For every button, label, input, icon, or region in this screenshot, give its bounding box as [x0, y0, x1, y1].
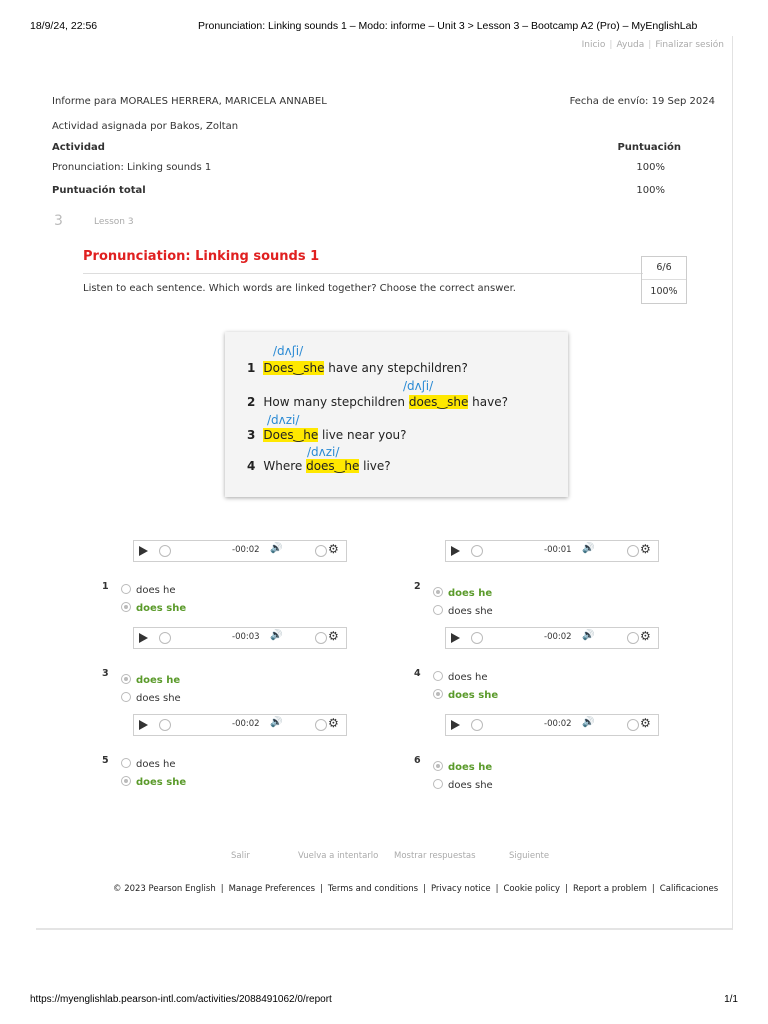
grades-link[interactable]: Calificaciones — [659, 884, 719, 894]
phonetic-2: /dʌʃi/ — [403, 379, 434, 393]
manage-preferences-link[interactable]: Manage Preferences — [228, 884, 316, 894]
question-number: 4 — [414, 668, 421, 679]
total-label: Puntuación total — [52, 185, 146, 196]
print-datetime: 18/9/24, 22:56 — [30, 20, 98, 32]
seek-handle[interactable] — [471, 719, 483, 731]
audio-player[interactable] — [445, 714, 659, 736]
question-number: 6 — [414, 755, 421, 766]
option-does-she[interactable]: does she — [433, 779, 493, 791]
gear-icon[interactable]: ⚙ — [328, 629, 339, 643]
option-does-she[interactable]: does she — [121, 602, 186, 614]
audio-player[interactable] — [133, 714, 347, 736]
radio-button[interactable] — [433, 671, 443, 681]
gear-icon[interactable]: ⚙ — [640, 542, 651, 556]
radio-button[interactable] — [433, 779, 443, 789]
activity-score: 100% — [636, 162, 665, 173]
volume-slider[interactable] — [315, 719, 327, 731]
play-icon[interactable] — [139, 546, 148, 556]
next-button[interactable]: Siguiente — [509, 851, 550, 861]
print-title: Pronunciation: Linking sounds 1 – Modo: informe – Unit 3 > Lesson 3 – Bootcamp A2 (Pro) – MyEnglishLab — [198, 20, 698, 32]
play-icon[interactable] — [139, 720, 148, 730]
seek-handle[interactable] — [159, 632, 171, 644]
exit-button[interactable]: Salir — [231, 851, 250, 861]
lesson-number: 3 — [54, 213, 63, 229]
cookie-policy-link[interactable]: Cookie policy — [503, 884, 561, 894]
copyright: © 2023 Pearson English — [113, 884, 216, 894]
radio-button[interactable] — [433, 587, 443, 597]
report-for: Informe para MORALES HERRERA, MARICELA ANNABEL — [52, 96, 327, 107]
seek-handle[interactable] — [159, 719, 171, 731]
example-figure — [225, 332, 568, 497]
logout-link[interactable]: Finalizar sesión — [655, 40, 724, 50]
volume-slider[interactable] — [627, 719, 639, 731]
gear-icon[interactable]: ⚙ — [328, 716, 339, 730]
radio-button[interactable] — [121, 692, 131, 702]
time-remaining: -00:02 — [232, 545, 260, 555]
score-col-header: Puntuación — [617, 142, 681, 153]
volume-slider[interactable] — [627, 545, 639, 557]
phonetic-4: /dʌzi/ — [307, 445, 340, 459]
audio-player[interactable] — [445, 627, 659, 649]
figure-line-2: 2 How many stepchildren does‿she have? — [247, 395, 508, 409]
site-footer: © 2023 Pearson English | Manage Preferences | Terms and conditions | Privacy notice | Cookie policy | Report a problem | Calificaciones — [113, 884, 719, 894]
volume-icon[interactable]: 🔊 — [582, 630, 595, 641]
figure-line-4: 4 Where does‿he live? — [247, 459, 391, 473]
question-number: 5 — [102, 755, 109, 766]
play-icon[interactable] — [451, 720, 460, 730]
volume-icon[interactable]: 🔊 — [582, 543, 595, 554]
audio-player[interactable] — [133, 627, 347, 649]
option-does-she[interactable]: does she — [121, 692, 181, 704]
figure-line-1: 1 Does‿she have any stepchildren? — [247, 361, 468, 375]
score-box — [641, 256, 687, 304]
gear-icon[interactable]: ⚙ — [328, 542, 339, 556]
total-score: 100% — [636, 185, 665, 196]
radio-button[interactable] — [121, 674, 131, 684]
audio-player[interactable] — [445, 540, 659, 562]
option-does-she[interactable]: does she — [433, 605, 493, 617]
activity-col-header: Actividad — [52, 142, 105, 153]
help-link[interactable]: Ayuda — [616, 40, 645, 50]
print-url: https://myenglishlab.pearson-intl.com/activities/2088491062/0/report — [30, 994, 332, 1005]
volume-icon[interactable]: 🔊 — [582, 717, 595, 728]
option-does-he[interactable]: does he — [121, 584, 176, 596]
play-icon[interactable] — [139, 633, 148, 643]
option-does-she[interactable]: does she — [433, 689, 498, 701]
radio-button[interactable] — [433, 605, 443, 615]
activity-name: Pronunciation: Linking sounds 1 — [52, 162, 212, 173]
question-number: 3 — [102, 668, 109, 679]
volume-icon[interactable]: 🔊 — [270, 543, 283, 554]
retry-button[interactable]: Vuelva a intentarlo — [298, 851, 379, 861]
print-page: 1/1 — [724, 994, 738, 1005]
seek-handle[interactable] — [159, 545, 171, 557]
top-links: Inicio | Ayuda | Finalizar sesión — [581, 40, 724, 50]
show-answers-button[interactable]: Mostrar respuestas — [394, 851, 476, 861]
question-number: 1 — [102, 581, 109, 592]
option-does-he[interactable]: does he — [121, 758, 176, 770]
time-remaining: -00:01 — [544, 545, 572, 555]
option-does-he[interactable]: does he — [121, 674, 180, 686]
question-number: 2 — [414, 581, 421, 592]
play-icon[interactable] — [451, 633, 460, 643]
activity-title: Pronunciation: Linking sounds 1 — [83, 249, 320, 264]
activity-instruction: Listen to each sentence. Which words are linked together? Choose the correct answer. — [83, 283, 516, 294]
volume-slider[interactable] — [315, 632, 327, 644]
audio-player[interactable] — [133, 540, 347, 562]
report-problem-link[interactable]: Report a problem — [572, 884, 647, 894]
score-percent: 100% — [650, 286, 678, 297]
gear-icon[interactable]: ⚙ — [640, 629, 651, 643]
option-does-he[interactable]: does he — [433, 761, 492, 773]
gear-icon[interactable]: ⚙ — [640, 716, 651, 730]
radio-button[interactable] — [121, 584, 131, 594]
seek-handle[interactable] — [471, 632, 483, 644]
home-link[interactable]: Inicio — [581, 40, 606, 50]
time-remaining: -00:02 — [232, 719, 260, 729]
option-does-he[interactable]: does he — [433, 671, 488, 683]
time-remaining: -00:02 — [544, 719, 572, 729]
privacy-link[interactable]: Privacy notice — [430, 884, 491, 894]
assigned-by: Actividad asignada por Bakos, Zoltan — [52, 121, 239, 132]
play-icon[interactable] — [451, 546, 460, 556]
radio-button[interactable] — [433, 761, 443, 771]
title-divider — [83, 273, 643, 274]
figure-line-3: 3 Does‿he live near you? — [247, 428, 407, 442]
time-remaining: -00:02 — [544, 632, 572, 642]
radio-button[interactable] — [121, 602, 131, 612]
volume-slider[interactable] — [315, 545, 327, 557]
option-does-he[interactable]: does he — [433, 587, 492, 599]
volume-slider[interactable] — [627, 632, 639, 644]
seek-handle[interactable] — [471, 545, 483, 557]
score-fraction: 6/6 — [642, 257, 686, 280]
volume-icon[interactable]: 🔊 — [270, 717, 283, 728]
option-does-she[interactable]: does she — [121, 776, 186, 788]
phonetic-3: /dʌzi/ — [267, 413, 300, 427]
radio-button[interactable] — [433, 689, 443, 699]
lesson-name: Lesson 3 — [94, 217, 134, 227]
terms-link[interactable]: Terms and conditions — [327, 884, 419, 894]
time-remaining: -00:03 — [232, 632, 260, 642]
sent-date: Fecha de envío: 19 Sep 2024 — [569, 96, 715, 107]
radio-button[interactable] — [121, 776, 131, 786]
phonetic-1: /dʌʃi/ — [273, 344, 304, 358]
radio-button[interactable] — [121, 758, 131, 768]
volume-icon[interactable]: 🔊 — [270, 630, 283, 641]
